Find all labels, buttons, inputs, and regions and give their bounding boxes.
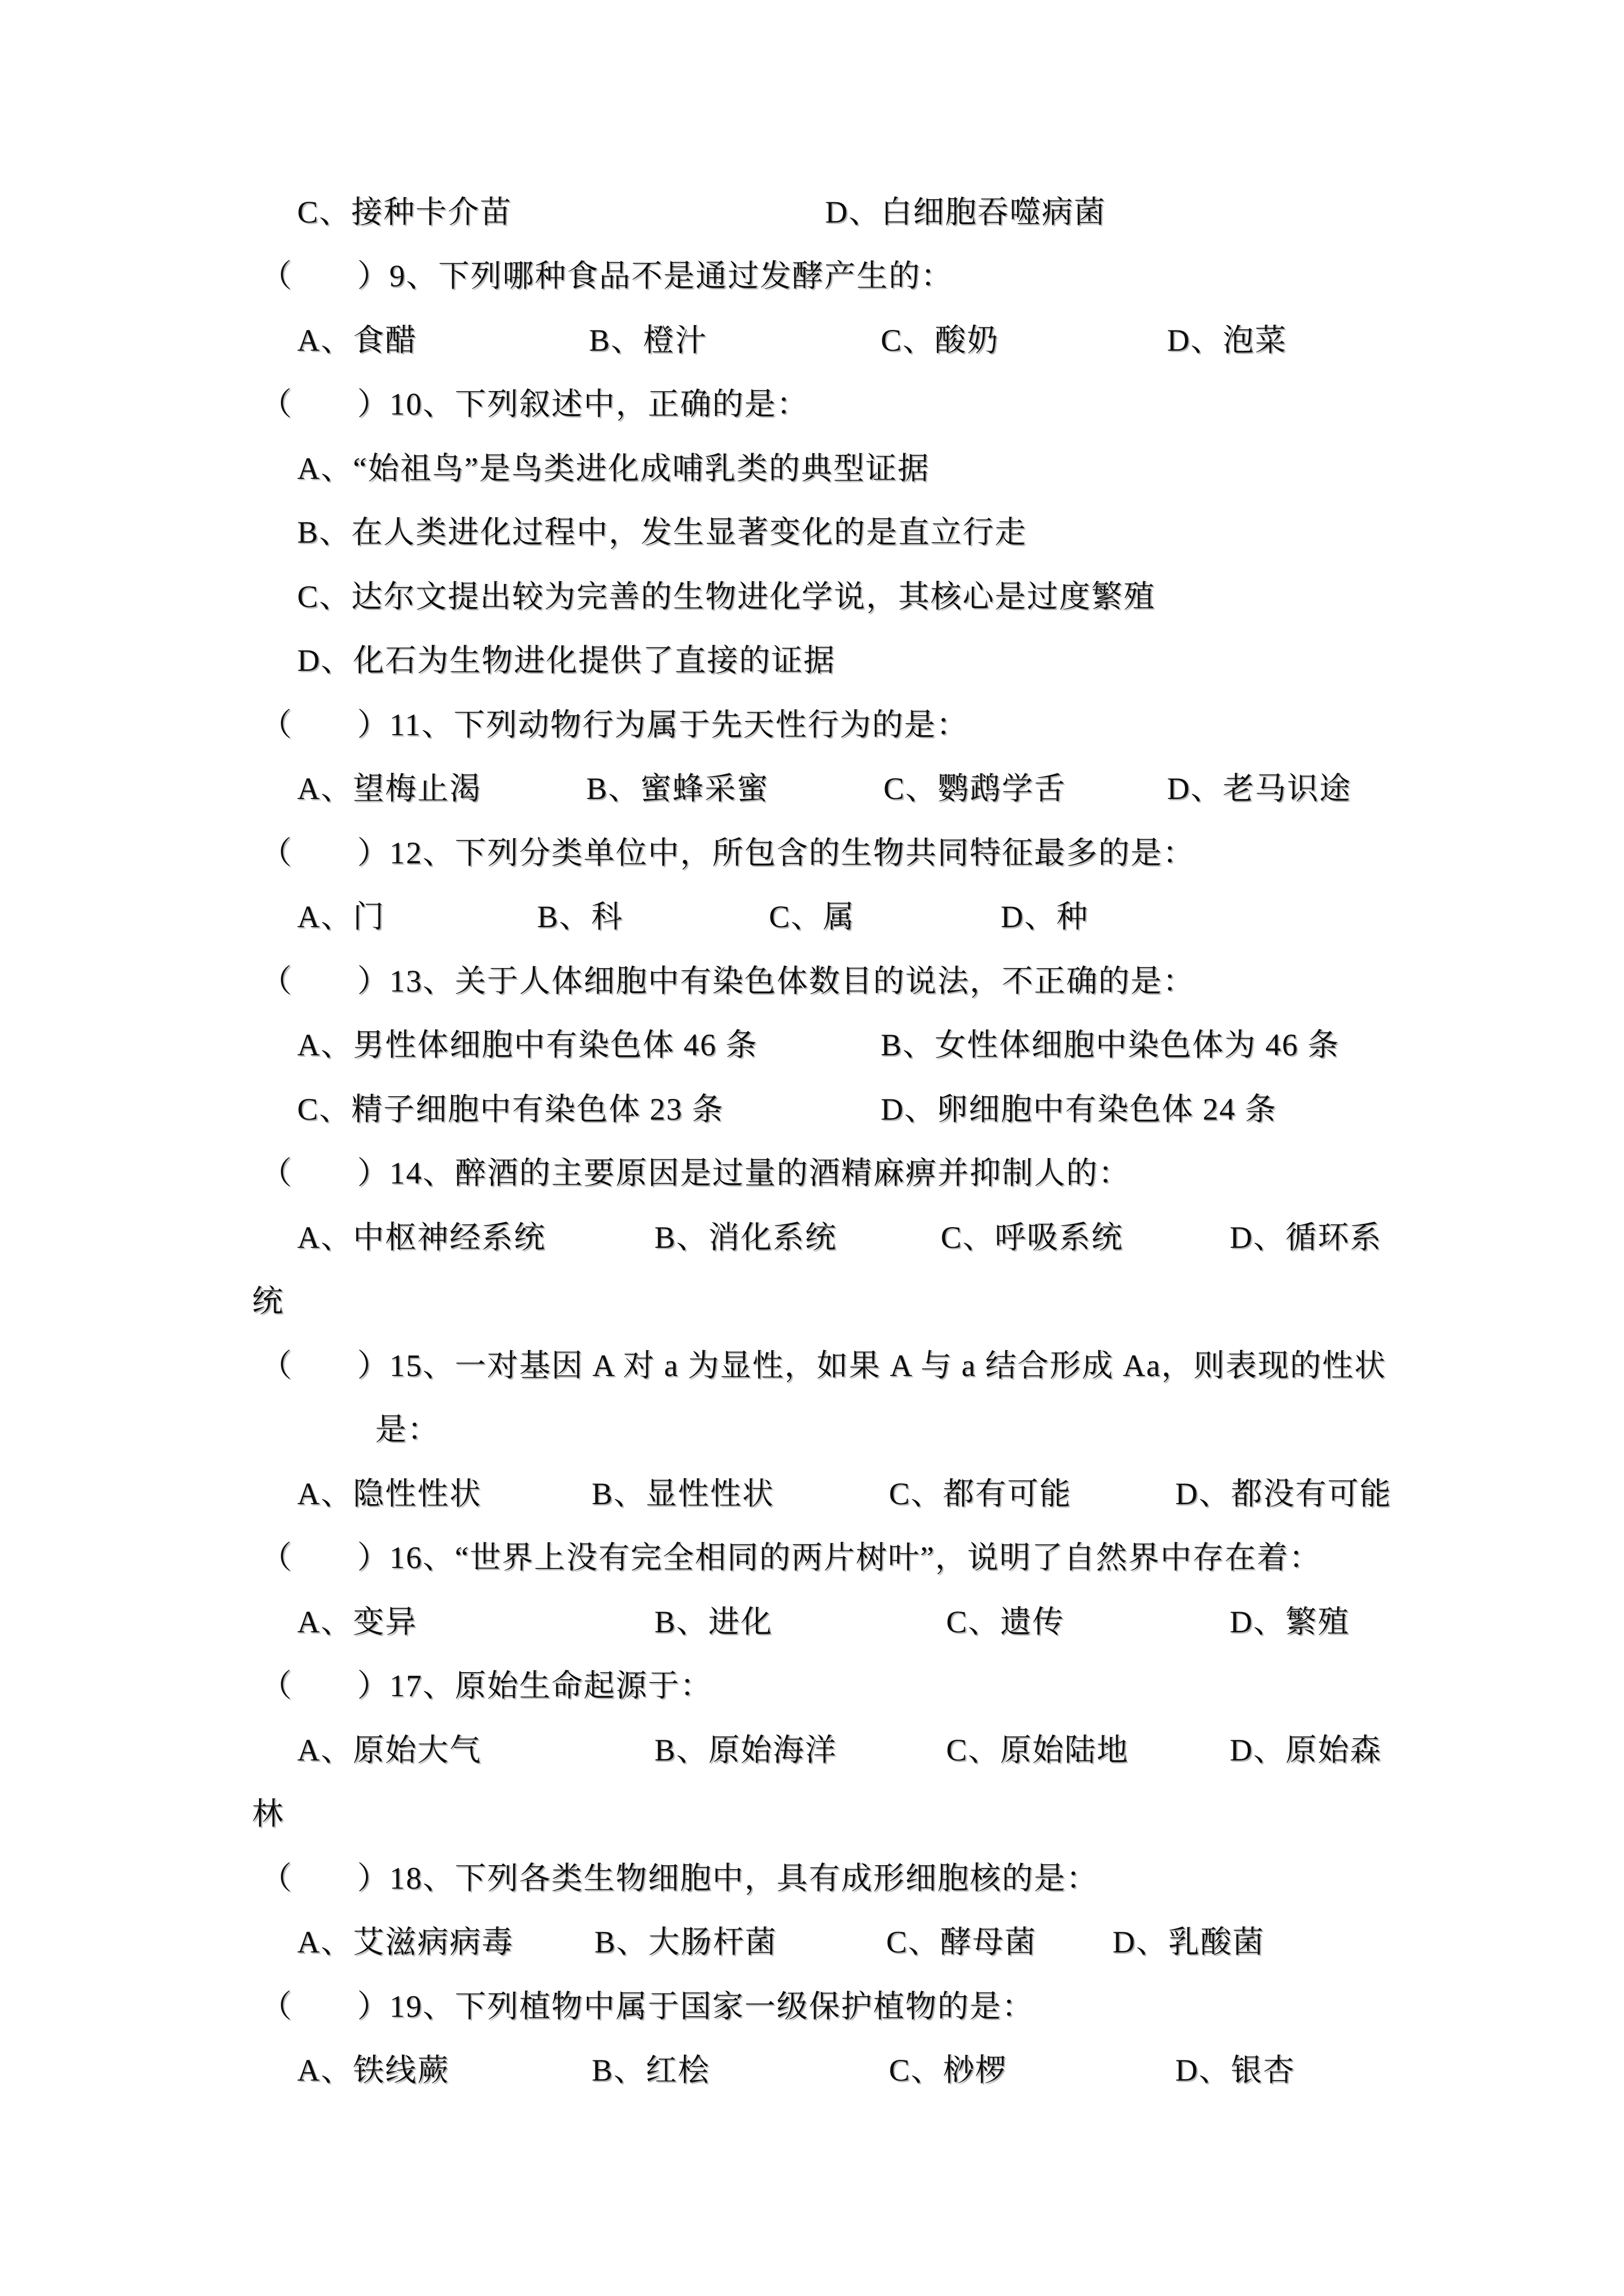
continuation-q15	[0, 1398, 1624, 1462]
option-d-q12: D、种	[1001, 900, 1089, 934]
question-13	[0, 949, 1624, 1014]
option-a-q17: A、原始大气	[297, 1733, 482, 1768]
question-9	[0, 244, 1624, 309]
question-17-text: （ ）17、原始生命起源于：	[261, 1669, 712, 1703]
option-b-q13: B、女性体细胞中染色体为 46 条	[881, 1028, 1340, 1062]
question-11	[0, 693, 1624, 758]
question-10-text: （ ）10、下列叙述中，正确的是：	[261, 387, 809, 422]
question-14	[0, 1141, 1624, 1206]
option-c-q17: C、原始陆地	[946, 1733, 1129, 1768]
options-q11	[0, 757, 1624, 821]
option-c-q10: C、达尔文提出较为完善的生物进化学说，其核心是过度繁殖	[297, 580, 1156, 614]
option-d-q17: D、原始森	[1230, 1733, 1382, 1768]
option-d-q13: D、卵细胞中有染色体 24 条	[881, 1092, 1277, 1127]
option-d-q19: D、银杏	[1175, 2053, 1296, 2088]
option-d-q9: D、泡菜	[1167, 323, 1288, 358]
option-b-q15: B、显性性状	[592, 1477, 775, 1511]
options-q14	[0, 1206, 1624, 1270]
option-q10-a	[0, 437, 1624, 501]
continuation-q17-option-d	[0, 1782, 1624, 1847]
question-15	[0, 1334, 1624, 1398]
options-q16	[0, 1590, 1624, 1655]
option-b-q16: B、进化	[654, 1605, 773, 1639]
option-c-q9: C、酸奶	[881, 323, 1000, 358]
question-15-text: （ ）15、一对基因 A 对 a 为显性，如果 A 与 a 结合形成 Aa，则表现的性状	[261, 1349, 1387, 1383]
option-b-q14: B、消化系统	[654, 1221, 838, 1255]
option-c-q14: C、呼吸系统	[941, 1221, 1124, 1255]
question-14-text: （ ）14、醉酒的主要原因是过量的酒精麻痹并抑制人的：	[261, 1156, 1130, 1191]
option-a-q12: A、门	[297, 900, 386, 934]
option-b-q11: B、蜜蜂采蜜	[586, 772, 769, 806]
option-b-q19: B、红桧	[592, 2053, 711, 2088]
options-q8-cd	[0, 181, 1624, 245]
options-q17	[0, 1718, 1624, 1783]
question-17	[0, 1654, 1624, 1718]
option-a-q19: A、铁线蕨	[297, 2053, 450, 2088]
option-d-q14: D、循环系	[1230, 1221, 1382, 1255]
option-d-q15: D、都没有可能	[1175, 1477, 1392, 1511]
option-b-q18: B、大肠杆菌	[594, 1925, 778, 1960]
option-a-q18: A、艾滋病病毒	[297, 1925, 514, 1960]
question-18-text: （ ）18、下列各类生物细胞中，具有成形细胞核的是：	[261, 1861, 1098, 1896]
options-q15	[0, 1462, 1624, 1526]
option-q10-c	[0, 565, 1624, 629]
option-c-q11: C、鹦鹉学舌	[883, 772, 1067, 806]
options-q19	[0, 2039, 1624, 2103]
option-c-q8: C、接种卡介苗	[297, 195, 513, 230]
question-12	[0, 821, 1624, 886]
option-b-q17: B、原始海洋	[654, 1733, 838, 1768]
option-a-q14: A、中枢神经系统	[297, 1221, 546, 1255]
option-a-q13: A、男性体细胞中有染色体 46 条	[297, 1028, 758, 1062]
option-a-q9: A、食醋	[297, 323, 418, 358]
option-c-q19: C、桫椤	[889, 2053, 1008, 2088]
option-d-q10: D、化石为生物进化提供了直接的证据	[297, 644, 836, 678]
option-a-q16: A、变异	[297, 1605, 418, 1639]
option-d-q18: D、乳酸菌	[1112, 1925, 1265, 1960]
continuation-q14-option-d	[0, 1270, 1624, 1334]
question-16	[0, 1526, 1624, 1590]
options-q13-cd	[0, 1078, 1624, 1142]
option-d-q16: D、繁殖	[1230, 1605, 1350, 1639]
options-q18	[0, 1910, 1624, 1975]
question-19	[0, 1975, 1624, 2039]
option-d-q17-wrap: 林	[252, 1797, 284, 1831]
question-18	[0, 1847, 1624, 1911]
option-a-q15: A、隐性性状	[297, 1477, 482, 1511]
question-11-text: （ ）11、下列动物行为属于先天性行为的是：	[261, 708, 969, 742]
question-15-wrap: 是：	[375, 1413, 440, 1447]
question-12-text: （ ）12、下列分类单位中，所包含的生物共同特征最多的是：	[261, 836, 1195, 870]
options-q13-ab	[0, 1013, 1624, 1078]
option-c-q16: C、遗传	[946, 1605, 1065, 1639]
option-q10-b	[0, 501, 1624, 565]
question-19-text: （ ）19、下列植物中属于国家一级保护植物的是：	[261, 1990, 1034, 2024]
options-q12	[0, 885, 1624, 949]
option-b-q9: B、橙汁	[589, 323, 708, 358]
option-q10-d	[0, 629, 1624, 693]
option-b-q10: B、在人类进化过程中，发生显著变化的是直立行走	[297, 515, 1027, 550]
options-q9	[0, 309, 1624, 373]
option-d-q11: D、老马识途	[1167, 772, 1352, 806]
question-9-text: （ ）9、下列哪种食品不是通过发酵产生的：	[261, 259, 953, 293]
option-c-q18: C、酵母菌	[886, 1925, 1037, 1960]
question-13-text: （ ）13、关于人体细胞中有染色体数目的说法，不正确的是：	[261, 964, 1195, 999]
question-10	[0, 372, 1624, 437]
option-d-q8: D、白细胞吞噬病菌	[825, 195, 1106, 230]
option-b-q12: B、科	[537, 900, 624, 934]
option-c-q12: C、属	[769, 900, 856, 934]
option-c-q15: C、都有可能	[889, 1477, 1072, 1511]
question-16-text: （ ）16、“世界上没有完全相同的两片树叶”，说明了自然界中存在着：	[261, 1541, 1321, 1575]
option-d-q14-wrap: 统	[252, 1284, 284, 1319]
option-a-q11: A、望梅止渴	[297, 772, 482, 806]
option-c-q13: C、精子细胞中有染色体 23 条	[297, 1092, 724, 1127]
option-a-q10: A、“始祖鸟”是鸟类进化成哺乳类的典型证据	[297, 452, 930, 486]
